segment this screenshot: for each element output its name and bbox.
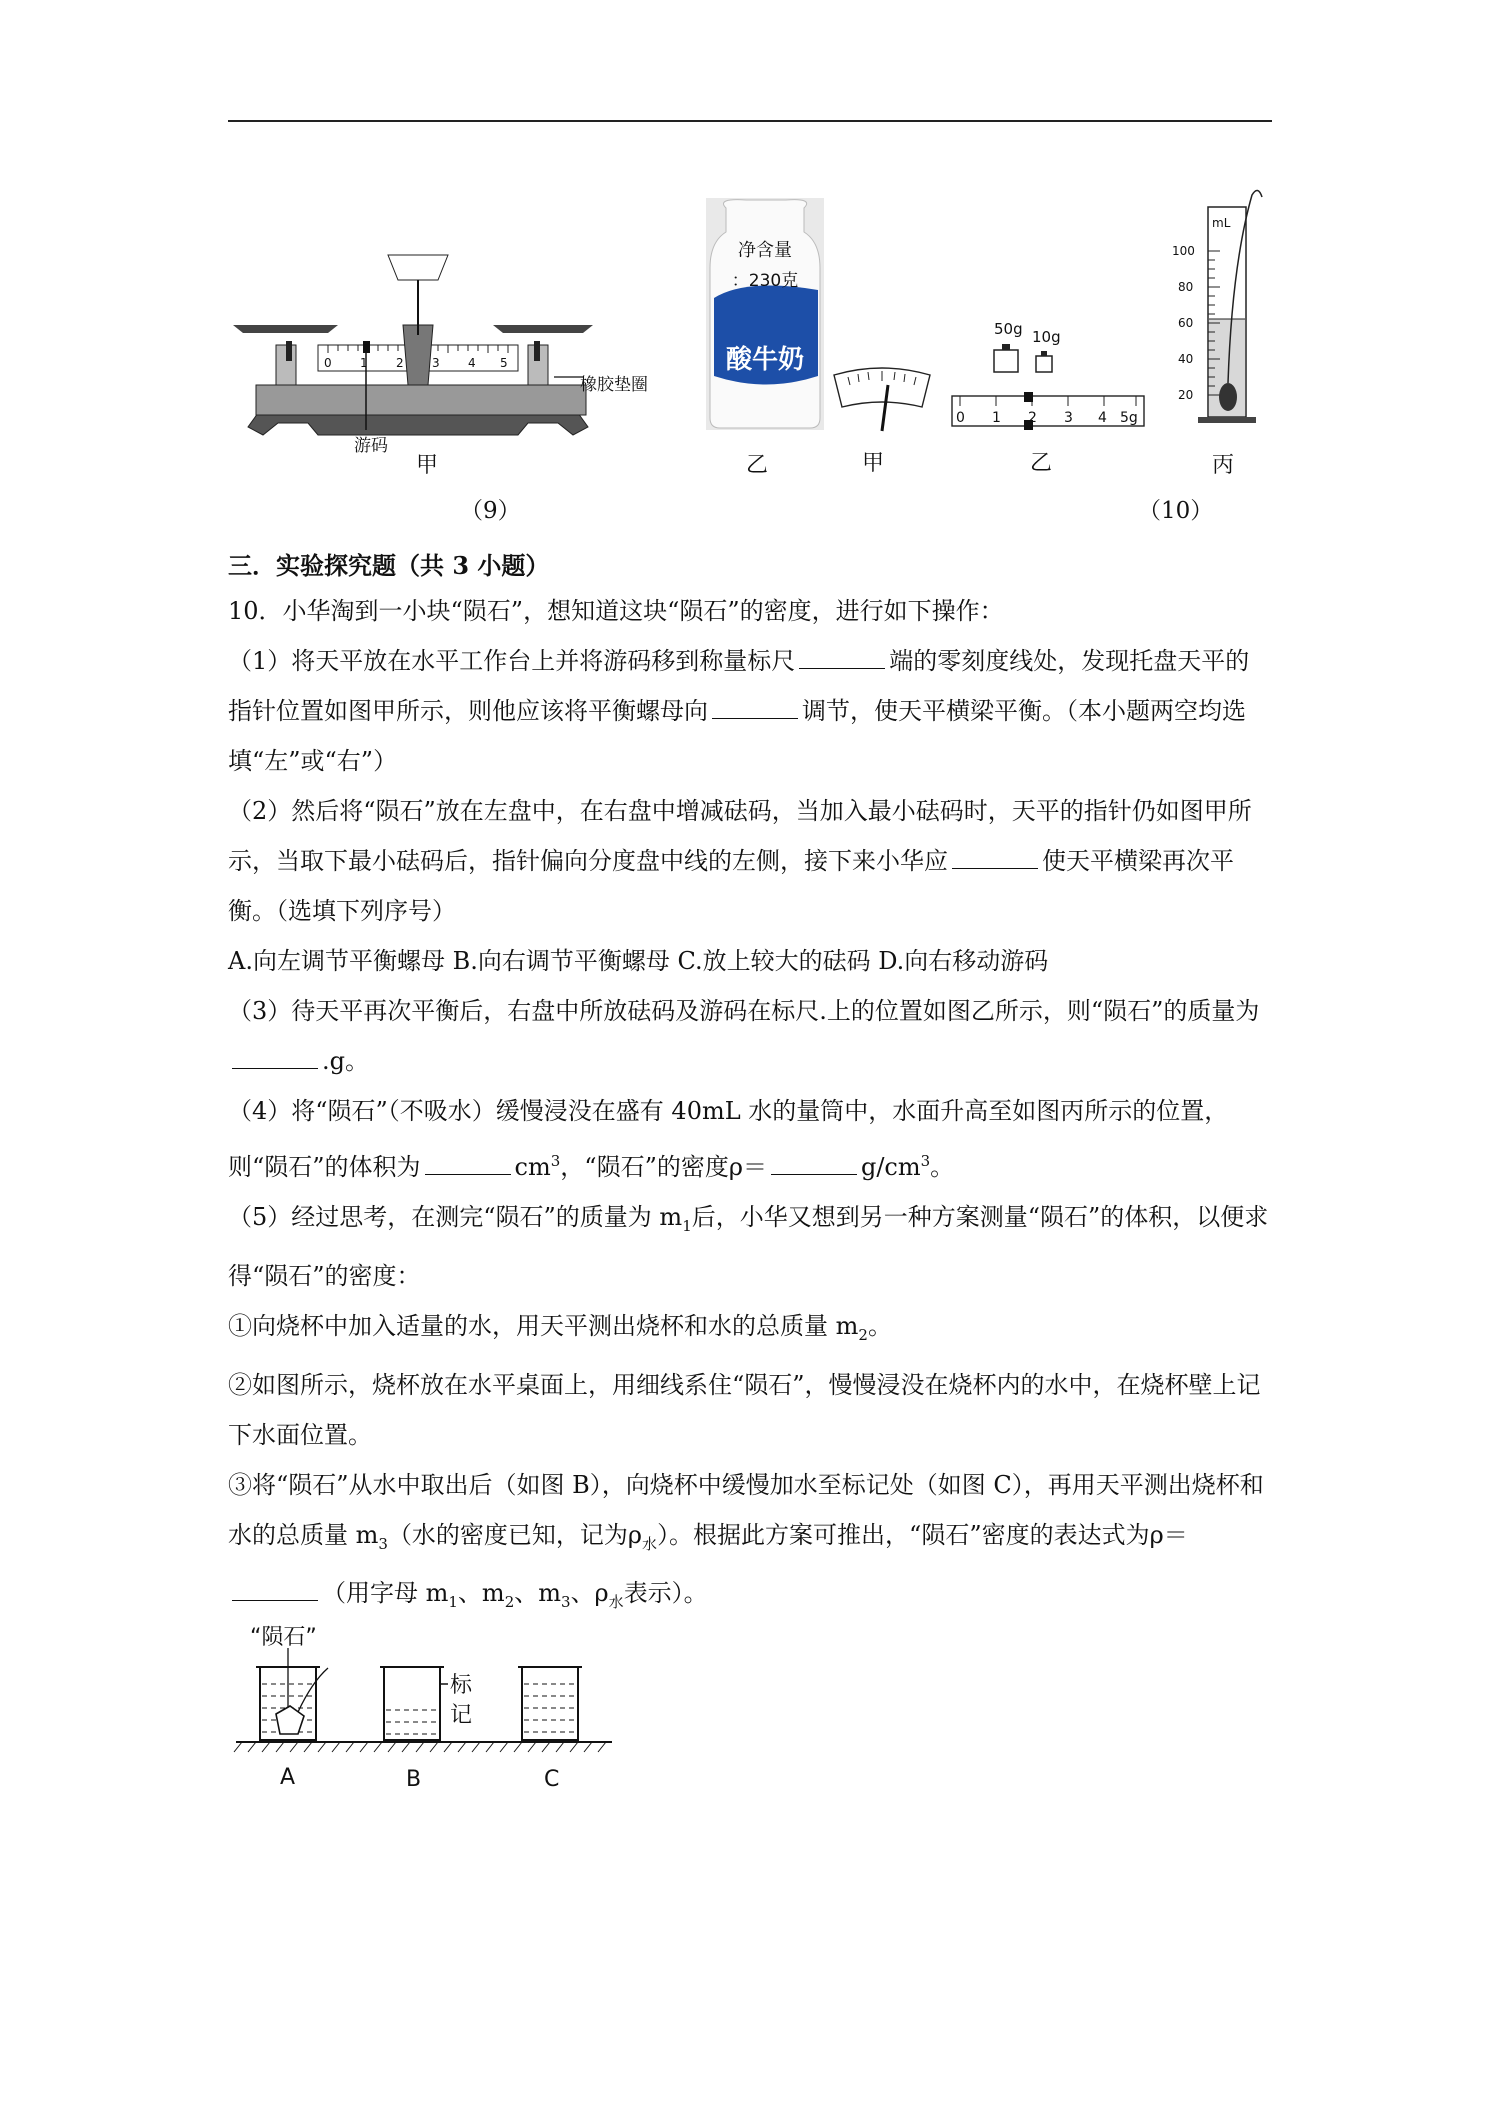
yogurt-bottle-figure — [706, 198, 824, 430]
q10-step2: ②如图所示，烧杯放在水平桌面上，用细线系住“陨石”，慢慢浸没在烧杯内的水中，在烧杯壁上记下水面位置。 — [228, 1370, 1261, 1449]
bottle-brand-label: 酸牛奶 — [725, 345, 805, 375]
weight-50g-label: 50g — [994, 320, 1023, 338]
q10-step3: ③将“陨石”从水中取出后（如图 B），向烧杯中缓慢加水至标记处（如图 C），再用天平测出烧杯和水的总质量 $m_3$（水的密度已知，记为$\rho_水$）。根据此方案可推出，“陨石”密度的表达式为ρ＝（用字母 $m_1$、$m_2$、$m_3$、$\rho_水$表示）。 — [228, 1470, 1264, 1612]
beaker-c-label: C — [544, 1767, 560, 1792]
answer-blank-5[interactable] — [425, 1152, 511, 1175]
answer-blank-7[interactable] — [232, 1578, 318, 1601]
section-heading: 三．实验探究题（共 3 小题） — [228, 551, 550, 580]
beaker-b-label: B — [406, 1767, 422, 1792]
dial-caption: 甲 — [862, 451, 885, 476]
answer-blank-2[interactable] — [712, 696, 798, 719]
beakers-figure — [232, 1622, 622, 1802]
question-10 — [228, 586, 1272, 1627]
balance-tick-2: 2 — [396, 356, 404, 370]
q10-intro: 10．小华淘到一小块“陨石”，想知道这块“陨石”的密度，进行如下操作： — [228, 597, 1004, 625]
q10-part4: （4）将“陨石”（不吸水）缓慢浸没在盛有 40mL 水的量筒中，水面升高至如图丙所示的位置，则“陨石”的体积为 $cm^3$，“陨石”的密度$\rho= g/cm^3$。 — [228, 1097, 1229, 1181]
balance-tick-3: 3 — [432, 356, 440, 370]
answer-blank-4[interactable] — [232, 1046, 318, 1069]
balance-tick-1: 1 — [360, 356, 368, 370]
q10-part5: （5）经过思考，在测完“陨石”的质量为 $m_1$后，小华又想到另一种方案测量“陨石”的体积，以便求得“陨石”的密度： — [228, 1203, 1269, 1290]
pointer-dial-figure — [830, 365, 934, 435]
mark-label-2: 记 — [450, 1703, 473, 1728]
balance-figure — [228, 245, 648, 475]
weights-tick-1: 1 — [992, 410, 1001, 426]
figure-9-label: （9） — [460, 498, 521, 524]
answer-blank-6[interactable] — [771, 1152, 857, 1175]
cylinder-figure — [1168, 185, 1278, 435]
bottle-weight-label: ：230克 — [731, 271, 799, 291]
cylinder-tick-40: 40 — [1178, 352, 1194, 366]
cylinder-unit-label: mL — [1212, 216, 1231, 230]
cylinder-tick-20: 20 — [1178, 388, 1194, 402]
q10-part3: （3）待天平再次平衡后，右盘中所放砝码及游码在标尺.上的位置如图乙所示，则“陨石”的质量为.g。 — [228, 997, 1260, 1075]
net-content-label: 净含量 — [738, 240, 792, 261]
balance-tick-4: 4 — [468, 356, 476, 370]
weights-caption: 乙 — [1030, 451, 1053, 476]
bottle-caption: 乙 — [746, 453, 769, 478]
q10-part2: （2）然后将“陨石”放在左盘中，在右盘中增减砝码，当加入最小砝码时，天平的指针仍如图甲所示，当取下最小砝码后，指针偏向分度盘中线的左侧，接下来小华应 使天平横梁再次平衡。（选填下列序号） — [228, 797, 1252, 925]
answer-blank-1[interactable] — [799, 646, 885, 669]
rubber-pad-label: 橡胶垫圈 — [580, 375, 648, 395]
cylinder-tick-100: 100 — [1172, 244, 1195, 258]
q10-options: A.向左调节平衡螺母 B.向右调节平衡螺母 C.放上较大的砝码 D.向右移动游码 — [228, 947, 1049, 975]
balance-tick-5: 5 — [500, 356, 508, 370]
weights-tick-2: 2 — [1028, 410, 1037, 426]
rider-label: 游码 — [354, 436, 388, 456]
cylinder-tick-60: 60 — [1178, 316, 1194, 330]
beaker-a-label: A — [280, 1765, 296, 1790]
header-rule — [228, 120, 1272, 122]
balance-tick-0: 0 — [324, 356, 332, 370]
figure-10-label: （10） — [1138, 498, 1214, 524]
answer-blank-3[interactable] — [952, 846, 1038, 869]
stone-label: “陨石” — [250, 1625, 317, 1650]
cylinder-caption: 丙 — [1212, 453, 1235, 478]
weights-tick-4: 4 — [1098, 410, 1107, 426]
q10-part1: （1）将天平放在水平工作台上并将游码移到称量标尺 端的零刻度线处，发现托盘天平的指针位置如图甲所示，则他应该将平衡螺母向 调节，使天平横梁平衡。（本小题两空均选填“左”或“右”） — [228, 647, 1250, 775]
balance-caption: 甲 — [416, 453, 439, 478]
weights-tick-0: 0 — [956, 410, 965, 426]
q10-step1: ①向烧杯中加入适量的水，用天平测出烧杯和水的总质量 $m_2$。 — [228, 1311, 892, 1344]
cylinder-tick-80: 80 — [1178, 280, 1194, 294]
weights-tick-3: 3 — [1064, 410, 1073, 426]
weights-tick-5: 5g — [1120, 410, 1138, 426]
mark-label-1: 标 — [450, 1673, 473, 1698]
weight-10g-label: 10g — [1032, 328, 1061, 346]
weights-scale-figure — [948, 318, 1148, 438]
